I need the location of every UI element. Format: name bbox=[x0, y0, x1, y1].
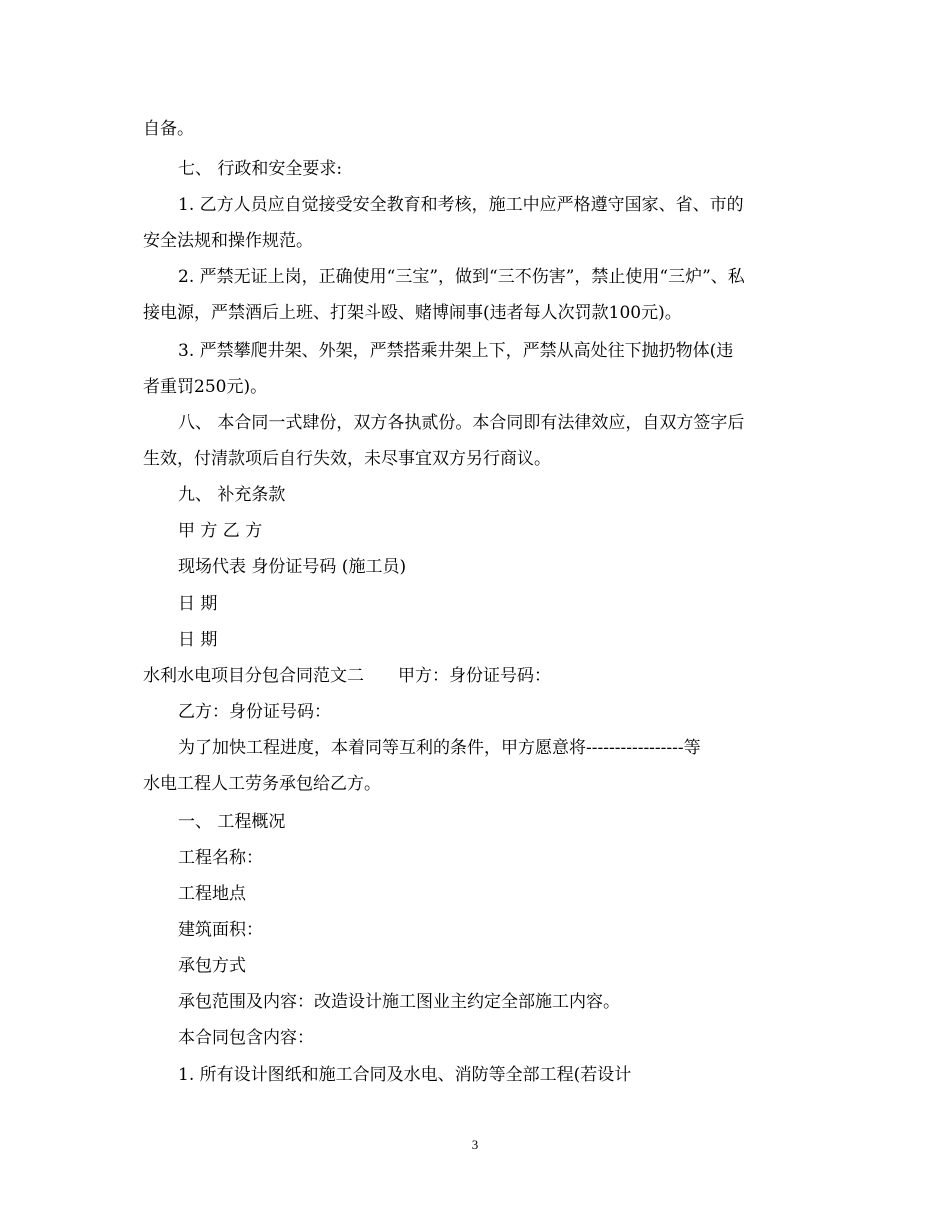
signature-representative: 现场代表 身份证号码 (施工员) bbox=[178, 557, 407, 577]
signature-date: 日 期 bbox=[178, 594, 218, 614]
section-heading-1: 一、 工程概况 bbox=[178, 812, 286, 832]
text-line: 自备。 bbox=[143, 119, 194, 139]
section-heading-7: 七、 行政和安全要求: bbox=[178, 159, 343, 179]
signature-date: 日 期 bbox=[178, 630, 218, 650]
party-b-label: 乙方：身份证号码： bbox=[178, 702, 331, 722]
page-number: 3 bbox=[471, 1137, 479, 1152]
field-project-name: 工程名称： bbox=[178, 848, 263, 868]
section-heading-8: 八、 本合同一式肆份，双方各执贰份。本合同即有法律效应，自双方签字后 bbox=[178, 413, 745, 433]
field-contract-scope: 承包范围及内容：改造设计施工图业主约定全部施工内容。 bbox=[178, 992, 620, 1012]
text-line: 1. 所有设计图纸和施工合同及水电、消防等全部工程(若设计 bbox=[178, 1065, 632, 1085]
text-line: 者重罚250元)。 bbox=[143, 377, 268, 397]
field-contract-contents: 本合同包含内容： bbox=[178, 1028, 314, 1048]
text-line: 安全法规和操作规范。 bbox=[143, 231, 313, 251]
section-heading-9: 九、 补充条款 bbox=[178, 485, 286, 505]
signature-parties: 甲 方 乙 方 bbox=[178, 521, 263, 541]
field-contract-method: 承包方式 bbox=[178, 956, 246, 976]
party-a-label: 甲方：身份证号码： bbox=[398, 666, 551, 686]
contract-title-line bbox=[143, 664, 813, 688]
text-line: 3. 严禁攀爬井架、外架，严禁搭乘井架上下，严禁从高处往下抛扔物体(违 bbox=[178, 341, 734, 361]
text-line: 水电工程人工劳务承包给乙方。 bbox=[143, 774, 381, 794]
text-line: 生效，付清款项后自行失效，未尽事宜双方另行商议。 bbox=[143, 449, 551, 469]
text-line: 为了加快工程进度，本着同等互利的条件，甲方愿意将-----------------等 bbox=[178, 738, 701, 758]
text-line: 1. 乙方人员应自觉接受安全教育和考核，施工中应严格遵守国家、省、市的 bbox=[178, 195, 744, 215]
field-building-area: 建筑面积： bbox=[178, 920, 263, 940]
contract-title: 水利水电项目分包合同范文二 bbox=[143, 666, 364, 686]
field-project-location: 工程地点 bbox=[178, 884, 246, 904]
text-line: 接电源，严禁酒后上班、打架斗殴、赌博闹事(违者每人次罚款100元)。 bbox=[143, 303, 682, 323]
text-line: 2. 严禁无证上岗，正确使用“三宝”，做到“三不伤害”，禁止使用“三炉”、私 bbox=[178, 267, 745, 287]
